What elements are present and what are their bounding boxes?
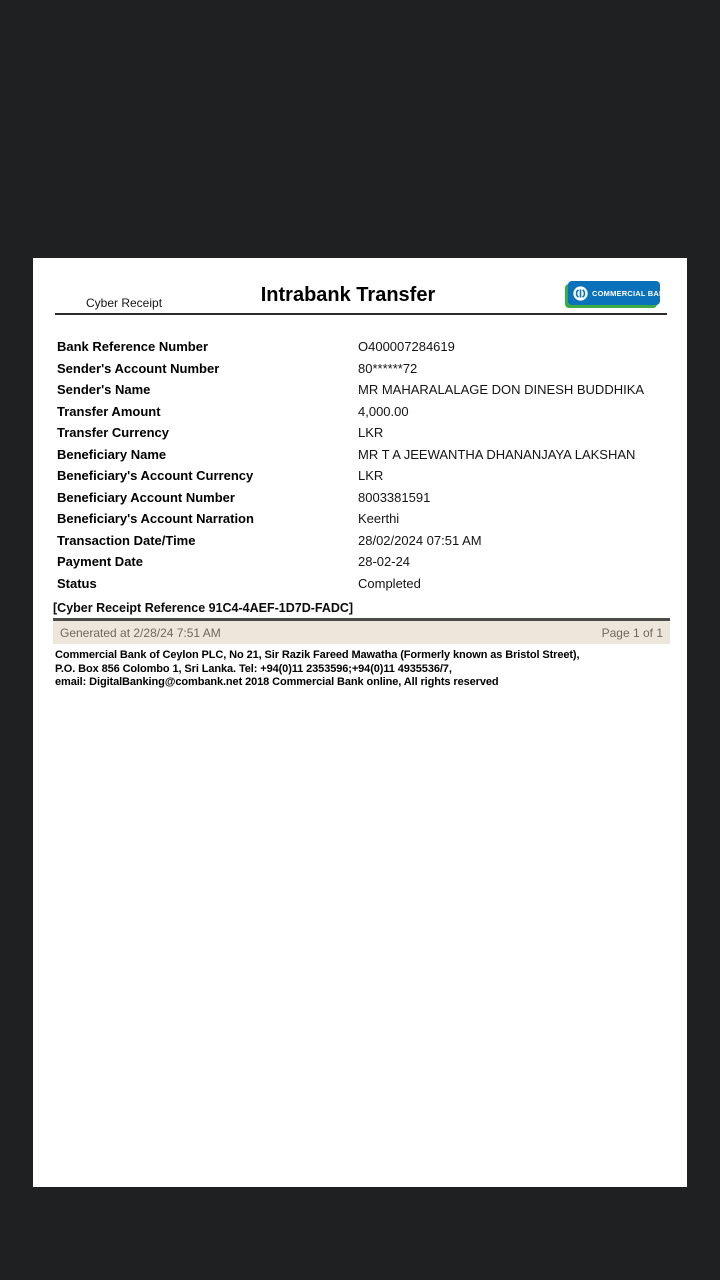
receipt-fields xyxy=(57,336,667,594)
commercial-bank-logo xyxy=(565,281,671,308)
field-label: Transaction Date/Time xyxy=(57,532,196,548)
header-divider xyxy=(55,313,667,315)
field-row xyxy=(57,530,667,552)
field-value: 28/02/2024 07:51 AM xyxy=(358,532,482,548)
field-label: Beneficiary Name xyxy=(57,446,167,462)
field-label: Beneficiary Account Number xyxy=(57,489,235,505)
footer-line: P.O. Box 856 Colombo 1, Sri Lanka. Tel: +94(0)11 2353596;+94(0)11 4935536/7, xyxy=(55,662,452,675)
field-row xyxy=(57,487,667,509)
field-row xyxy=(57,379,667,401)
field-row xyxy=(57,444,667,466)
field-row xyxy=(57,336,667,358)
field-value: 4,000.00 xyxy=(358,403,409,419)
generated-bar xyxy=(53,621,670,644)
field-row xyxy=(57,551,667,573)
page-title: Intrabank Transfer xyxy=(260,284,436,306)
generated-at-text: Generated at 2/28/24 7:51 AM xyxy=(60,625,221,640)
field-value: O400007284619 xyxy=(358,339,455,355)
field-label: Bank Reference Number xyxy=(57,339,208,355)
field-row xyxy=(57,422,667,444)
field-value: MR MAHARALALAGE DON DINESH BUDDHIKA xyxy=(358,382,645,398)
field-row xyxy=(57,401,667,423)
logo-blue-badge xyxy=(568,281,671,305)
field-value: LKR xyxy=(358,425,384,441)
doc-type-label: Cyber Receipt xyxy=(86,296,163,310)
cyber-receipt-reference: [Cyber Receipt Reference 91C4-4AEF-1D7D-FADC] xyxy=(53,601,354,615)
field-row xyxy=(57,573,667,595)
footer-line: Commercial Bank of Ceylon PLC, No 21, Sir Razik Fareed Mawatha (Formerly known as Bristol Street), xyxy=(55,649,580,661)
commercial-bank-emblem-icon xyxy=(573,286,588,301)
field-value: 28-02-24 xyxy=(358,554,411,570)
page-indicator: Page 1 of 1 xyxy=(601,625,663,640)
field-row xyxy=(57,358,667,380)
field-value: 8003381591 xyxy=(358,489,431,505)
field-row xyxy=(57,508,667,530)
field-value: MR T A JEEWANTHA DHANANJAYA LAKSHAN xyxy=(358,446,636,462)
footer-line: email: DigitalBanking@combank.net 2018 Commercial Bank online, All rights reserved xyxy=(55,676,499,688)
field-label: Transfer Amount xyxy=(57,403,161,419)
receipt-page xyxy=(33,258,687,1187)
field-label: Beneficiary's Account Currency xyxy=(57,468,254,484)
field-value: LKR xyxy=(358,468,384,484)
bank-footer-text xyxy=(55,649,579,690)
field-row xyxy=(57,465,667,487)
field-value: Completed xyxy=(358,575,421,591)
field-label: Transfer Currency xyxy=(57,425,169,441)
logo-bank-name: COMMERCIAL BANK xyxy=(592,288,671,298)
field-label: Payment Date xyxy=(57,554,143,570)
field-label: Status xyxy=(57,575,97,591)
field-label: Beneficiary's Account Narration xyxy=(57,511,254,527)
field-value: Keerthi xyxy=(358,511,400,527)
field-value: 80******72 xyxy=(358,360,418,376)
field-label: Sender's Account Number xyxy=(57,360,220,376)
field-label: Sender's Name xyxy=(57,382,151,398)
